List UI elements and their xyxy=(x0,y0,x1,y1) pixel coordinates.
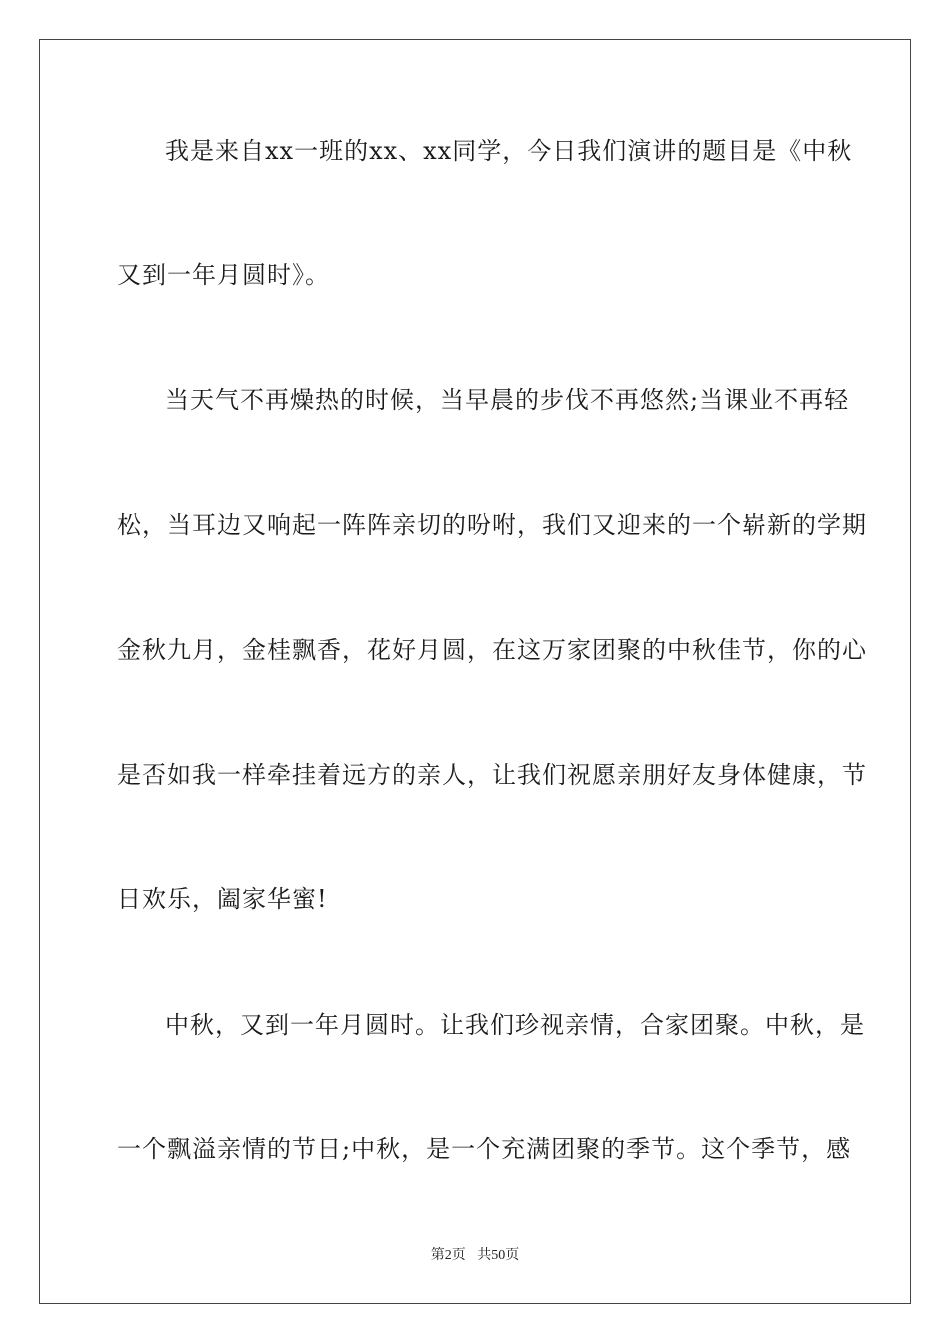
page-number: 第2页 xyxy=(430,1248,466,1263)
text-line: 一个飘溢亲情的节日;中秋，是一个充满团聚的季节。这个季节，感 xyxy=(117,1135,852,1163)
text-line: 金秋九月，金桂飘香，花好月圆，在这万家团聚的中秋佳节，你的心 xyxy=(117,636,867,664)
text-line: 松，当耳边又响起一阵阵亲切的吩咐，我们又迎来的一个崭新的学期 xyxy=(117,511,867,539)
page-border xyxy=(39,39,911,1304)
text-line: 中秋，又到一年月圆时。让我们珍视亲情，合家团聚。中秋，是 xyxy=(165,1011,865,1039)
text-line: 日欢乐，阖家华蜜! xyxy=(117,885,328,913)
text-line: 当天气不再燥热的时候，当早晨的步伐不再悠然;当课业不再轻 xyxy=(165,386,850,414)
text-line: 我是来自xx一班的xx、xx同学，今日我们演讲的题目是《中秋 xyxy=(165,137,853,165)
text-line: 是否如我一样牵挂着远方的亲人，让我们祝愿亲朋好友身体健康，节 xyxy=(117,761,867,789)
page-footer xyxy=(0,1246,950,1266)
page-total: 共50页 xyxy=(477,1248,520,1263)
text-line: 又到一年月圆时》。 xyxy=(117,261,330,289)
